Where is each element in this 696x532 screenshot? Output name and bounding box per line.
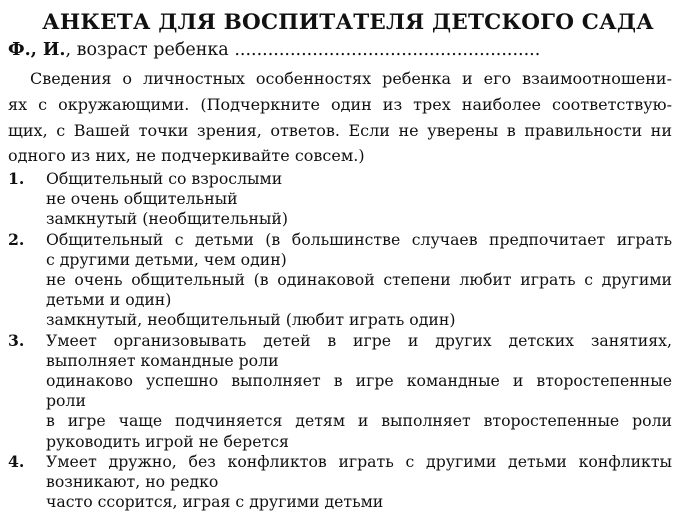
questions-list (8, 169, 672, 512)
answer-option: Умеет дружно, без конфликтов играть с другими детьми конфликты (46, 451, 672, 471)
instructions-line: одного из них, не подчеркивайте совсем.) (8, 146, 365, 166)
page-title: АНКЕТА ДЛЯ ВОСПИТАТЕЛЯ ДЕТСКОГО САДА (42, 10, 654, 35)
answer-option: не очень общительный (в одинаковой степени любит играть с другими (46, 270, 672, 290)
answer-option-continued: руководить игрой не берется (46, 431, 289, 451)
answer-option-continued: с другими детьми, чем один) (46, 249, 287, 269)
answer-option: Умеет организовывать детей в игре и других детских занятиях, (46, 330, 672, 350)
instructions-line: Сведения о личностных особенностях ребенка и его взаимоотношени- (30, 69, 672, 88)
answer-option: не очень общительный (46, 189, 238, 209)
answer-option-continued: роли (46, 391, 86, 411)
question-number: 3. (8, 330, 25, 350)
fill-in-dots: ....................................................... (234, 40, 541, 60)
answer-option: в игре чаще подчиняется детям и выполняет второстепенные роли (46, 411, 672, 431)
answer-option: замкнутый (необщительный) (46, 209, 288, 229)
answer-option-continued: детьми и один) (46, 290, 172, 310)
answer-option: Общительный с детьми (в большинстве случаев предпочитает играть (46, 229, 672, 249)
question-number: 4. (8, 451, 25, 471)
question-item-3 (8, 331, 672, 452)
instructions-paragraph (8, 66, 672, 169)
answer-option: Общительный со взрослыми (46, 169, 283, 188)
answer-option-continued: возникают, но редко (46, 472, 219, 492)
age-label: , возраст ребенка (65, 40, 235, 60)
question-item-4 (8, 452, 672, 513)
answer-option: часто ссорится, играя с другими детьми (46, 492, 384, 512)
answer-option-continued: выполняет командные роли (46, 350, 279, 370)
child-name-age-field (8, 38, 688, 62)
answer-option: замкнутый, необщительный (любит играть один) (46, 310, 456, 330)
question-number: 2. (8, 229, 25, 249)
instructions-line: щих, с Вашей точки зрения, ответов. Если не уверены в правильности ни (8, 120, 672, 140)
question-item-2 (8, 230, 672, 331)
question-item-1 (8, 169, 672, 230)
fio-label: Ф., И. (8, 40, 66, 60)
answer-option: одинаково успешно выполняет в игре командные и второстепенные (46, 371, 672, 391)
instructions-line: ях с окружающими. (Подчеркните один из трех наиболее соответствую- (8, 94, 672, 114)
question-number: 1. (8, 169, 25, 188)
